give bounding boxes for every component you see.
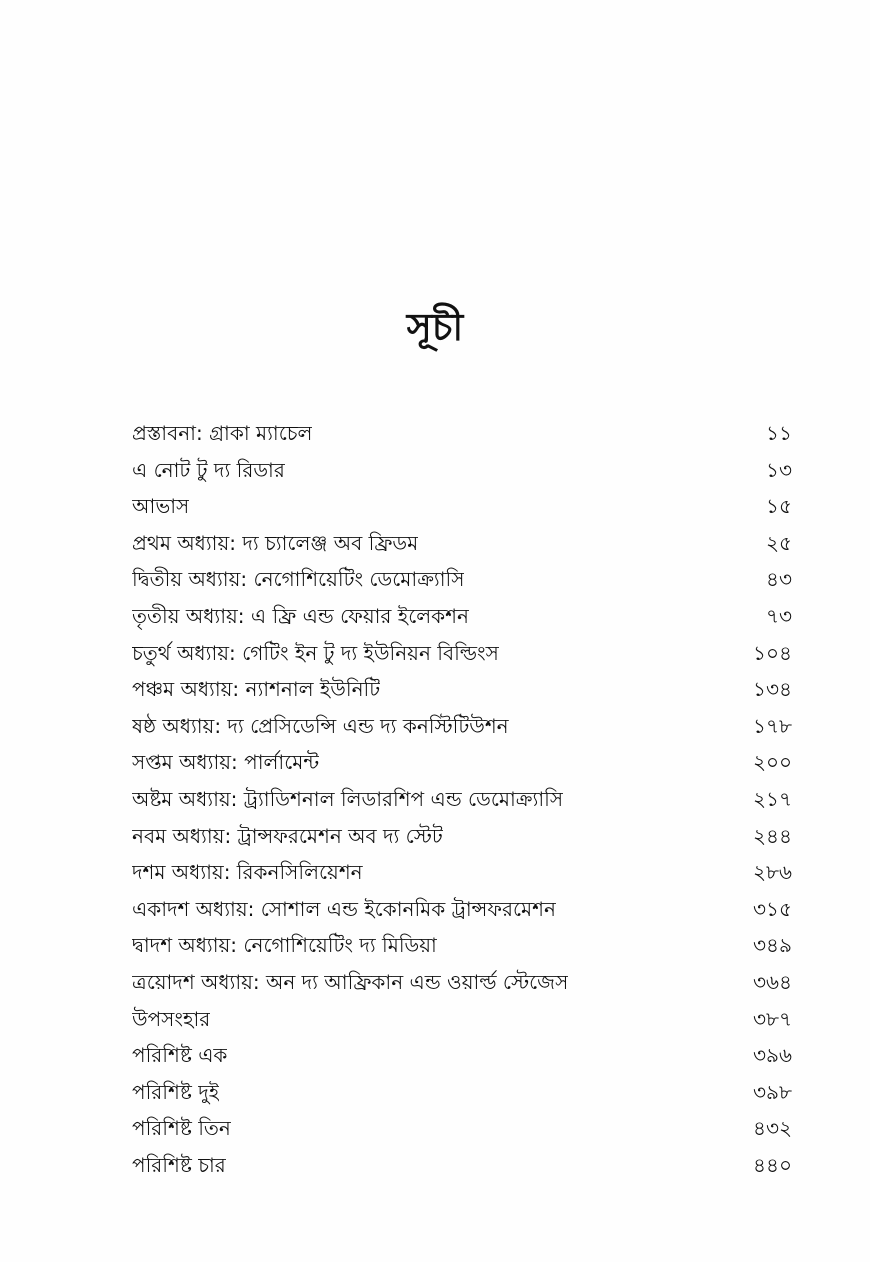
entry-title: নবম অধ্যায়: ট্রান্সফরমেশন অব দ্য স্টেট — [132, 823, 443, 848]
toc-entry — [132, 891, 792, 928]
entry-page-number: ৪৩ — [766, 567, 792, 592]
entry-title: প্রথম অধ্যায়: দ্য চ্যালেঞ্জ অব ফ্রিডম — [132, 530, 419, 555]
entry-title: চতুর্থ অধ্যায়: গেটিং ইন টু দ্য ইউনিয়ন বিল্ডিংস — [132, 640, 499, 665]
toc-entry — [132, 1074, 792, 1111]
entry-page-number: ২৮৬ — [753, 860, 792, 885]
toc-entry — [132, 1147, 792, 1184]
entry-title: দ্বাদশ অধ্যায়: নেগোশিয়েটিং দ্য মিডিয়া — [132, 933, 437, 958]
toc-entry — [132, 708, 792, 745]
entry-page-number: ৩৯৮ — [753, 1079, 792, 1104]
entry-page-number: ৪৩২ — [753, 1116, 792, 1141]
entry-page-number: ১৫ — [766, 494, 792, 519]
toc-entry — [132, 1110, 792, 1147]
entry-page-number: ২৪৪ — [753, 823, 792, 848]
entry-title: পরিশিষ্ট তিন — [132, 1116, 231, 1141]
toc-entry — [132, 488, 792, 525]
entry-page-number: ৩৯৬ — [753, 1043, 792, 1068]
entry-page-number: ১৩ — [766, 457, 792, 482]
toc-entry — [132, 561, 792, 598]
toc-entry — [132, 635, 792, 672]
toc-entry — [132, 452, 792, 489]
toc-entry — [132, 927, 792, 964]
entry-title: প্রস্তাবনা: গ্রাকা ম্যাচেল — [132, 421, 313, 445]
entry-page-number: ৭৩ — [765, 603, 792, 628]
entry-title: উপসংহার — [132, 1006, 211, 1031]
entry-page-number: ২১৭ — [753, 786, 792, 811]
page-title: সূচী — [406, 305, 464, 349]
entry-title: ষষ্ঠ অধ্যায়: দ্য প্রেসিডেন্সি এন্ড দ্য কনস্টিটিউশন — [132, 713, 509, 738]
entry-page-number: ৪৪০ — [753, 1152, 792, 1177]
toc-entry — [132, 1001, 792, 1038]
entry-title: ত্রয়োদশ অধ্যায়: অন দ্য আফ্রিকান এন্ড ওয়ার্ল্ড স্টেজেস — [132, 969, 569, 994]
toc-entry — [132, 671, 792, 708]
entry-title: দ্বিতীয় অধ্যায়: নেগোশিয়েটিং ডেমোক্র্যাসি — [132, 567, 465, 592]
entry-title: পরিশিষ্ট চার — [132, 1152, 226, 1177]
toc-entry — [132, 598, 792, 635]
table-of-contents — [132, 415, 792, 1183]
toc-entry — [132, 964, 792, 1001]
toc-entry — [132, 818, 792, 855]
entry-title: পরিশিষ্ট দুই — [132, 1079, 220, 1104]
entry-title: পঞ্চম অধ্যায়: ন্যাশনাল ইউনিটি — [132, 677, 381, 702]
entry-page-number: ১০৪ — [753, 640, 792, 665]
entry-title: পরিশিষ্ট এক — [132, 1043, 228, 1068]
entry-page-number: ২৫ — [766, 530, 792, 555]
entry-page-number: ৩৮৭ — [753, 1006, 792, 1031]
toc-entry — [132, 854, 792, 891]
entry-page-number: ১৩৪ — [753, 677, 792, 702]
entry-title: আভাস — [132, 494, 190, 519]
toc-entry — [132, 525, 792, 562]
entry-title: দশম অধ্যায়: রিকনসিলিয়েশন — [132, 860, 363, 885]
entry-page-number: ৩৬৪ — [753, 969, 792, 994]
toc-entry — [132, 415, 792, 452]
entry-title: এ নোট টু দ্য রিডার — [132, 457, 285, 482]
entry-page-number: ১১ — [766, 421, 792, 445]
entry-title: অষ্টম অধ্যায়: ট্র্যাডিশনাল লিডারশিপ এন্ড ডেমোক্র্যাসি — [132, 786, 564, 811]
entry-title: তৃতীয় অধ্যায়: এ ফ্রি এন্ড ফেয়ার ইলেকশন — [132, 603, 469, 628]
toc-entry — [132, 1037, 792, 1074]
entry-page-number: ২০০ — [752, 750, 792, 775]
entry-title: একাদশ অধ্যায়: সোশাল এন্ড ইকোনমিক ট্রান্সফরমেশন — [132, 896, 556, 921]
toc-entry — [132, 781, 792, 818]
entry-page-number: ১৭৮ — [753, 713, 792, 738]
entry-page-number: ৩১৫ — [753, 896, 792, 921]
toc-entry — [132, 744, 792, 781]
entry-title: সপ্তম অধ্যায়: পার্লামেন্ট — [132, 750, 320, 775]
entry-page-number: ৩৪৯ — [753, 933, 792, 958]
